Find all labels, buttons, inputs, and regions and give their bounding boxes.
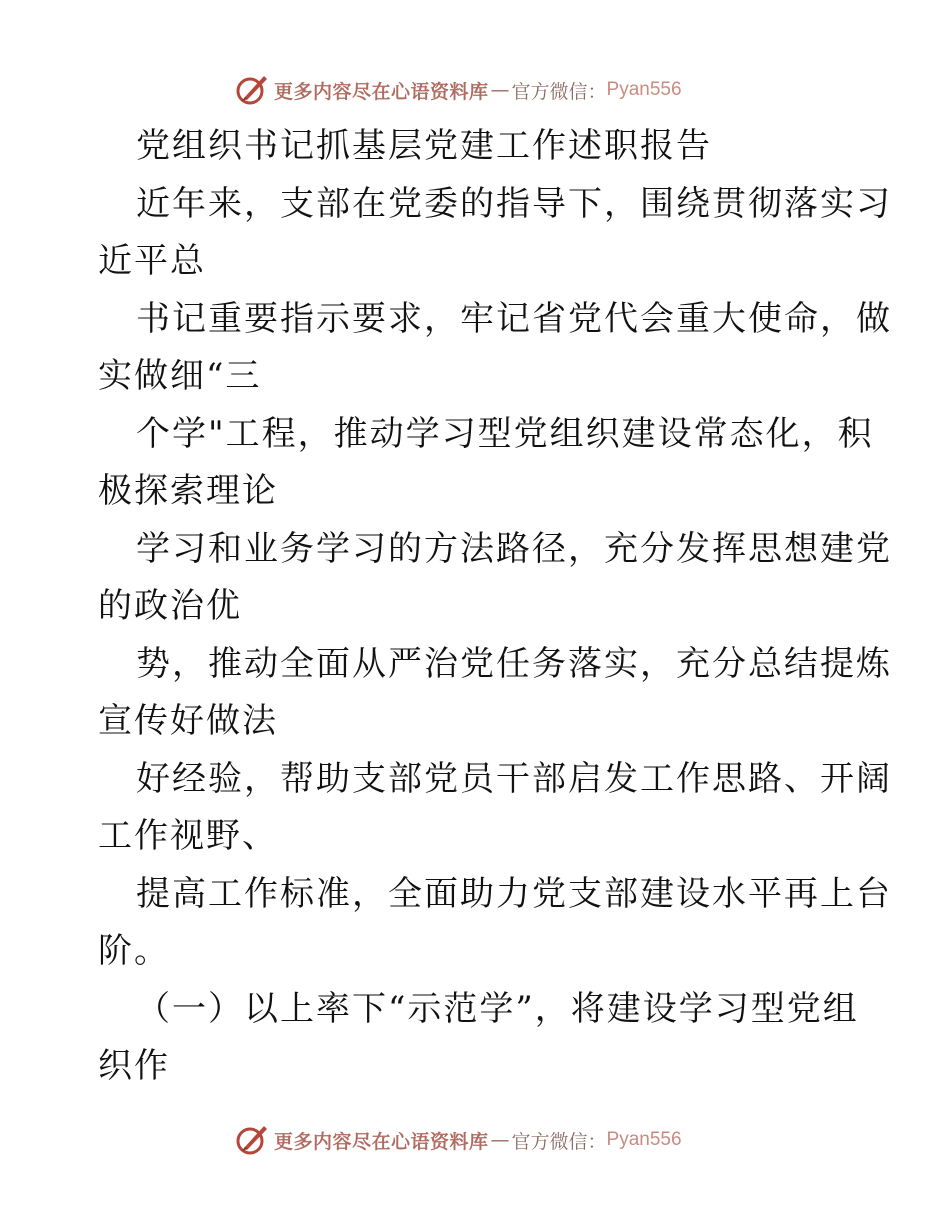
text-line: 近平总 <box>98 241 206 281</box>
banner-separator: — <box>490 79 510 101</box>
banner-separator: — <box>490 1129 510 1151</box>
text-line: 势，推动全面从严治党任务落实，充分总结提炼 <box>136 643 892 684</box>
text-line: 的政治优 <box>98 586 242 626</box>
footer-watermark-banner <box>234 1120 682 1160</box>
text-line: 个学"工程，推动学习型党组织建设常态化，积 <box>136 413 874 454</box>
document-title: 党组织书记抓基层党建工作述职报告 <box>136 126 712 166</box>
wechat-label: 官方微信： <box>511 80 607 103</box>
text-line: 阶。 <box>98 931 170 971</box>
section-heading-line: （一）以上率下“示范学”，将建设学习型党组 <box>136 988 859 1029</box>
wechat-id: Pyan556 <box>606 1129 682 1150</box>
wechat-id: Pyan556 <box>606 79 682 100</box>
text-line: 极探索理论 <box>98 471 278 511</box>
text-line: 织作 <box>98 1046 170 1086</box>
text-line: 工作视野、 <box>98 816 278 856</box>
header-watermark-banner <box>234 70 682 110</box>
wechat-label: 官方微信： <box>511 1130 607 1153</box>
document-body <box>98 118 892 1096</box>
text-line: 宣传好做法 <box>98 701 278 741</box>
text-line: 提高工作标准，全面助力党支部建设水平再上台 <box>136 873 892 914</box>
text-line: 好经验，帮助支部党员干部启发工作思路、开阔 <box>136 758 892 799</box>
text-line: 学习和业务学习的方法路径，充分发挥思想建党 <box>136 528 892 569</box>
text-line: 实做细“三 <box>98 356 262 396</box>
quill-pen-logo-icon <box>234 72 270 108</box>
quill-pen-logo-icon <box>234 1122 270 1158</box>
text-line: 书记重要指示要求，牢记省党代会重大使命，做 <box>136 298 892 339</box>
brand-text: 更多内容尽在心语资料库 <box>274 80 489 103</box>
brand-text: 更多内容尽在心语资料库 <box>274 1130 489 1153</box>
text-line: 近年来，支部在党委的指导下，围绕贯彻落实习 <box>136 183 892 224</box>
